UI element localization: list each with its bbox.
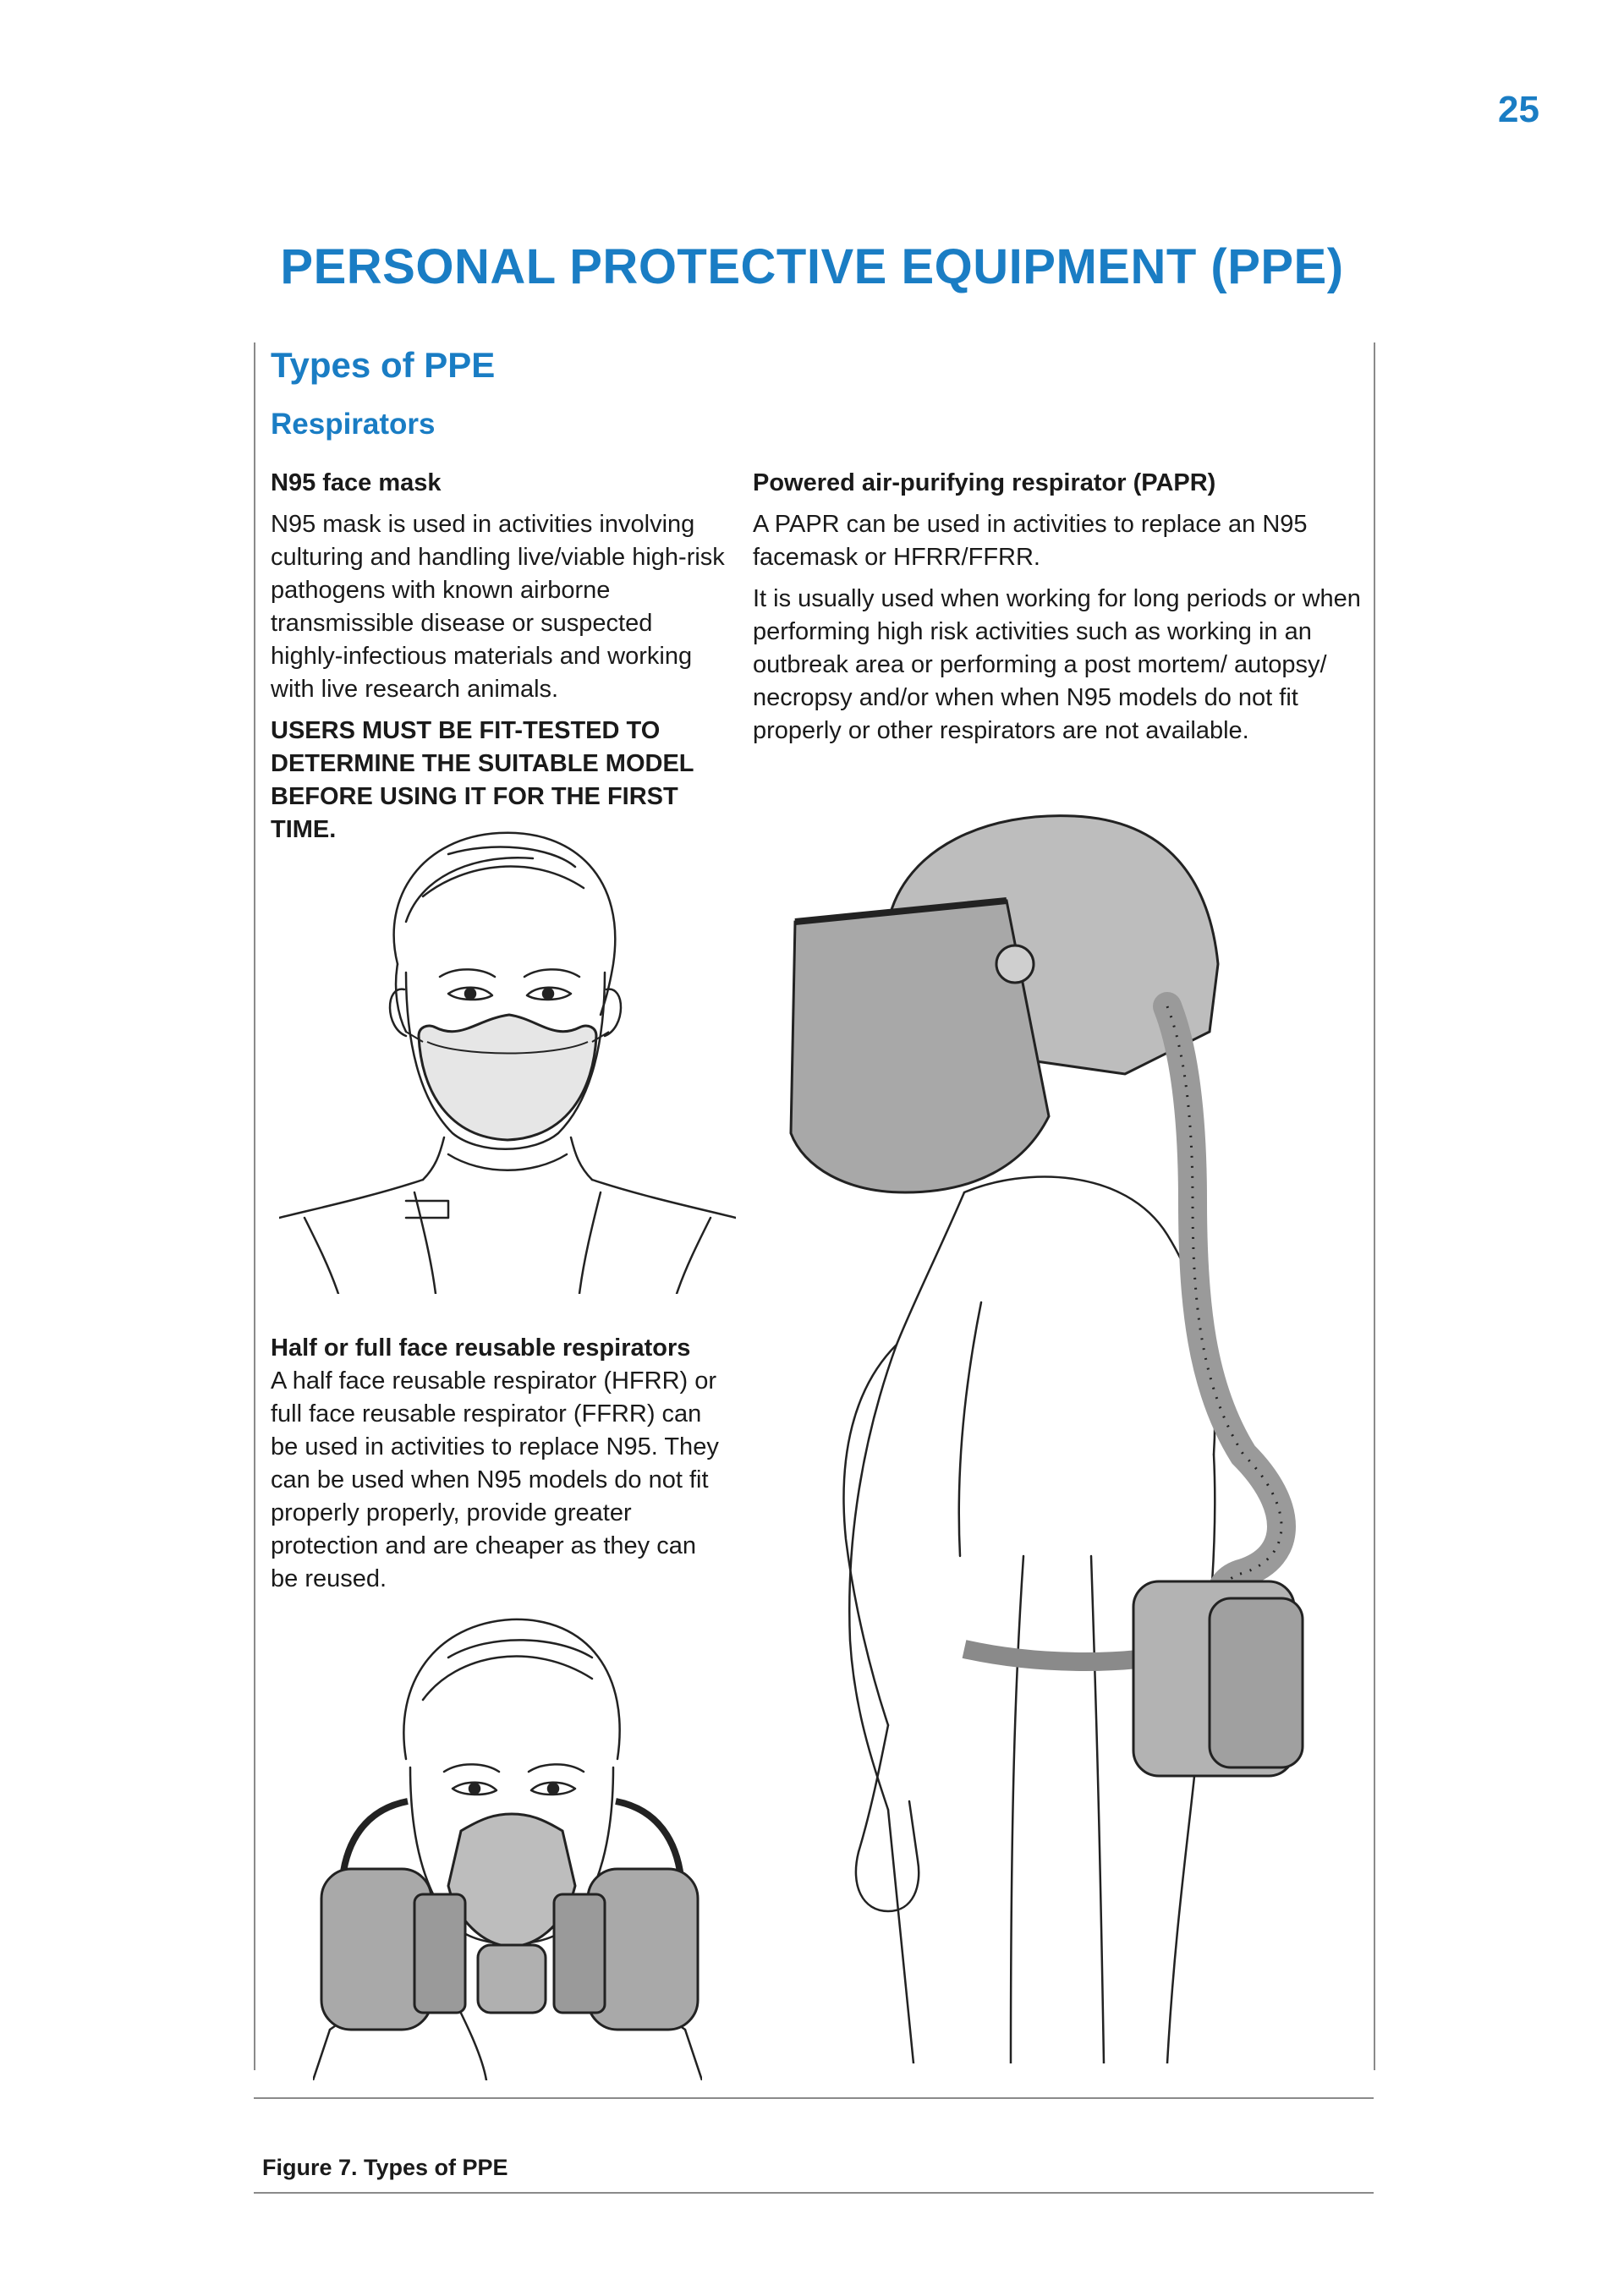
papr-heading: Powered air-purifying respirator (PAPR) xyxy=(753,469,1216,496)
caption-rule-bottom xyxy=(254,2192,1374,2194)
n95-warning: USERS MUST BE FIT-TESTED TO DETERMINE THE SUITABLE MODEL BEFORE USING IT FOR THE FIRST TIME. xyxy=(271,717,694,843)
section-title: Types of PPE xyxy=(271,345,496,385)
caption-rule-top xyxy=(254,2097,1374,2099)
figure-caption: Figure 7. Types of PPE xyxy=(262,2155,508,2180)
papr-body-2: It is usually used when working for long periods or when performing high risk activities such as working in an outbreak area or performing a post mortem/ autopsy/ necropsy and/or when when N95 models do not fit properly or other respirators are not available. xyxy=(753,585,1361,744)
subsection-title: Respirators xyxy=(271,408,436,441)
half-full-heading: Half or full face reusable respirators xyxy=(271,1334,691,1362)
papr-section xyxy=(753,467,1362,756)
half-face-respirator-illustration xyxy=(313,1607,702,2080)
n95-heading: N95 face mask xyxy=(271,469,442,496)
half-full-respirator-section xyxy=(271,1332,727,1604)
papr-body-1: A PAPR can be used in activities to replace an N95 facemask or HFRR/FFRR. xyxy=(753,511,1308,571)
page-title: PERSONAL PROTECTIVE EQUIPMENT (PPE) xyxy=(280,239,1344,294)
papr-illustration xyxy=(770,795,1362,2063)
half-full-body: A half face reusable respirator (HFRR) or full face reusable respirator (FFRR) can be used in activities to replace N95. They can be used when N95 models do not fit properly properly, provide greater protection and are cheaper as they can be reused. xyxy=(271,1367,719,1592)
n95-section xyxy=(271,467,727,855)
n95-body: N95 mask is used in activities involving culturing and handling live/viable high-risk pathogens with known airborne transmissible disease or suspected highly-infectious materials and working with live research animals. xyxy=(271,511,725,703)
page-number: 25 xyxy=(1498,89,1539,130)
n95-mask-illustration xyxy=(279,820,736,1294)
